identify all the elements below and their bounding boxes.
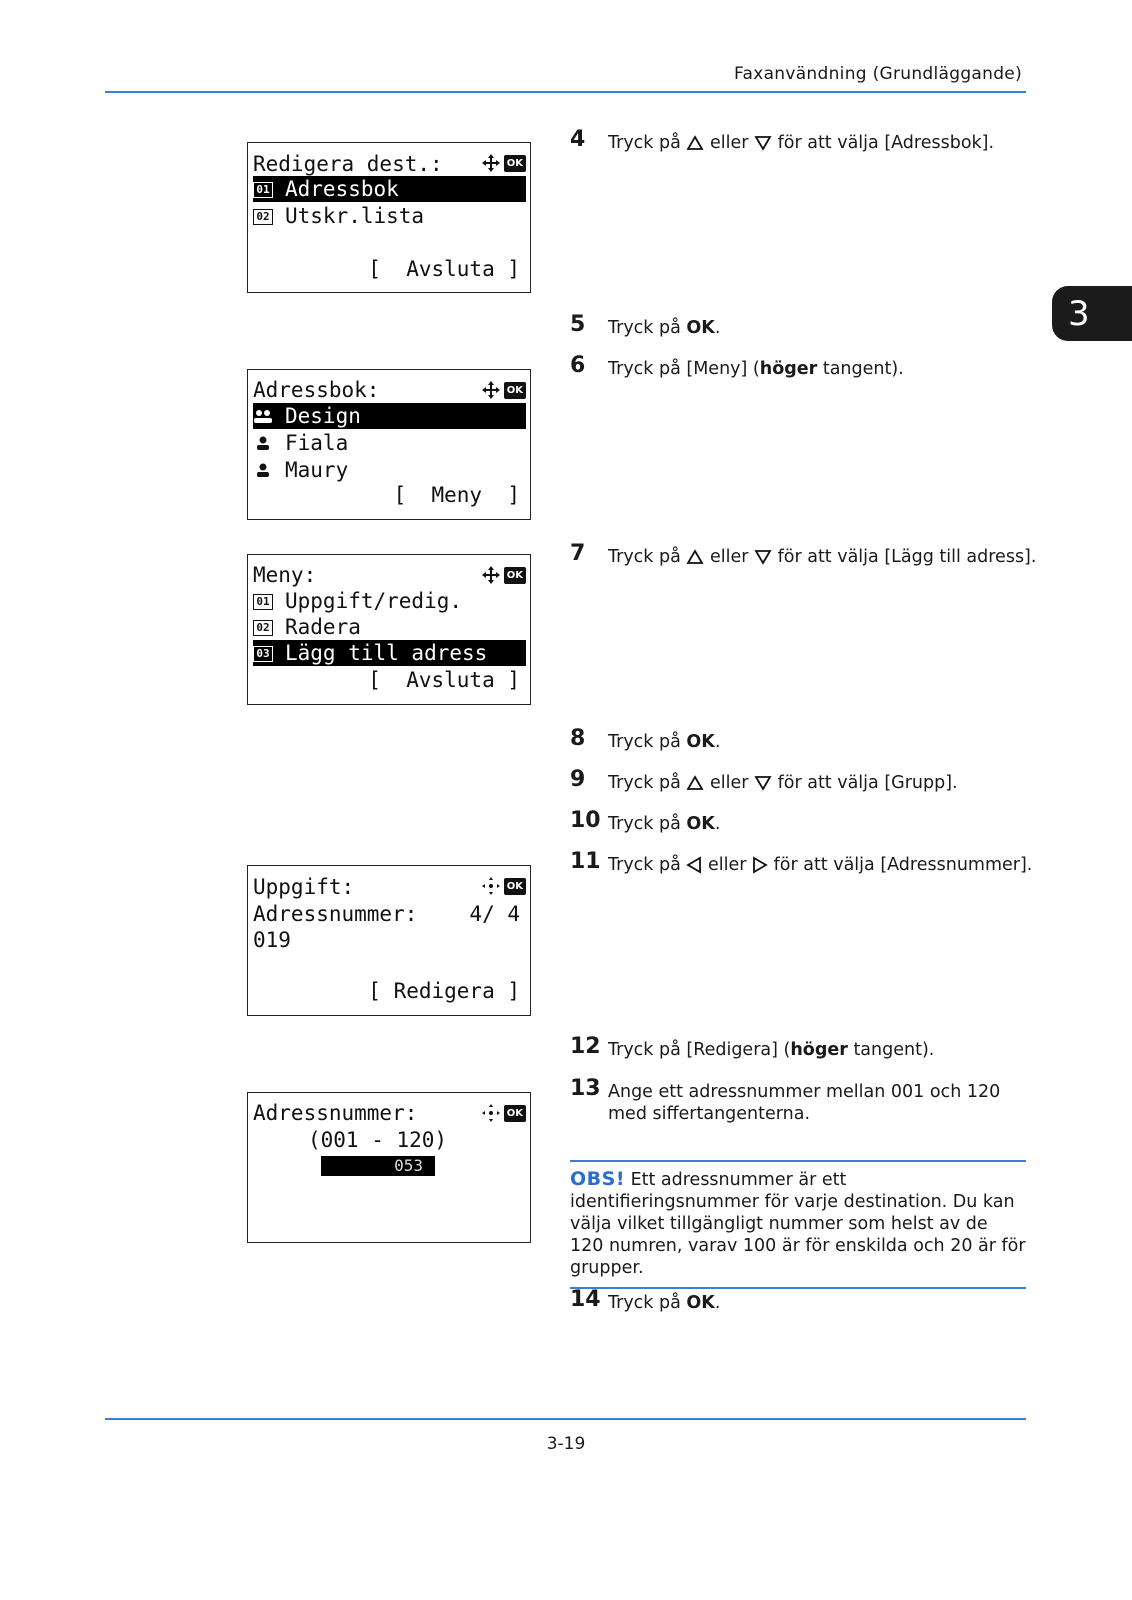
ok-key-label: OK [686,318,715,338]
step-number: 7 [570,541,586,566]
lcd-item-label: Radera [285,615,361,639]
field-label: Adressnummer: [253,902,418,926]
number-01-icon: 01 [253,594,273,610]
step-text: Tryck på [608,133,681,153]
step-text: Tryck på [Meny] ( [608,359,760,379]
four-way-cursor-icon [481,380,501,400]
step-text: eller [709,773,749,793]
step-text: Tryck på [608,773,681,793]
step-text: för att välja [Adressbok]. [777,133,995,153]
step-text: . [714,814,721,834]
down-arrow-key-icon [754,135,772,151]
nav-indicator [481,1103,526,1123]
number-02-icon: 02 [253,620,273,636]
lcd-list-item[interactable] [253,430,526,456]
right-arrow-key-icon [752,856,768,874]
up-arrow-key-icon [686,135,704,151]
step-number: 13 [570,1076,601,1101]
lcd-screen-meny [247,554,531,705]
ok-key-label: OK [686,1293,715,1313]
nav-indicator [481,153,526,173]
lcd-list-item[interactable] [253,588,526,614]
step-text: Tryck på [608,732,681,752]
ok-key-label: OK [686,732,715,752]
lcd-list-item[interactable] [253,176,526,202]
group-icon [253,404,273,430]
step-number: 4 [570,127,586,152]
step-number: 10 [570,808,601,833]
address-number-input[interactable]: 053 [321,1156,435,1176]
down-arrow-key-icon [754,775,772,791]
step-text: Tryck på [608,1293,681,1313]
footer-rule [105,1418,1026,1420]
step-text: Tryck på [608,318,681,338]
lcd-title: Redigera dest.: [253,152,443,176]
number-02-icon: 02 [253,209,273,225]
lcd-screen-redigera-dest [247,142,531,293]
step-text: Tryck på [608,814,681,834]
ok-icon: OK [504,382,526,399]
chapter-tab: 3 [1052,286,1132,341]
page-number: 3-19 [546,1434,586,1454]
lcd-title: Meny: [253,563,317,587]
lcd-item-label: Adressbok [285,177,399,201]
step-number: 12 [570,1034,601,1059]
ok-icon: OK [504,878,526,895]
lcd-screen-uppgift [247,865,531,1016]
step-text: Tryck på [608,547,681,567]
lcd-item-label: Fiala [285,431,349,455]
lcd-item-label: Maury [285,458,349,482]
left-arrow-key-icon [686,856,702,874]
note-box [570,1160,1026,1289]
softkey-label[interactable]: [ Redigera ] [368,979,520,1003]
person-icon [253,431,273,457]
nav-indicator [481,380,526,400]
nav-indicator [481,876,526,896]
step-number: 9 [570,767,586,792]
ok-icon: OK [504,567,526,584]
lcd-list-item[interactable] [253,614,526,640]
lcd-list-item[interactable] [253,640,526,666]
step-number: 8 [570,726,586,751]
step-number: 6 [570,353,586,378]
step-text: Tryck på [608,855,681,875]
down-arrow-key-icon [754,549,772,565]
four-way-cursor-icon [481,1103,501,1123]
lcd-screen-adressnummer [247,1092,531,1243]
step-text: Ange ett adressnummer mellan 001 och 120 med siffertangenterna. [608,1082,1001,1124]
softkey-label[interactable]: [ Avsluta ] [368,257,520,281]
four-way-cursor-icon [481,153,501,173]
lcd-item-label: Utskr.lista [285,204,425,228]
step-text: för att välja [Adressnummer]. [773,855,1033,875]
ok-key-label: OK [686,814,715,834]
step-text: . [714,1293,721,1313]
step-text: . [714,318,721,338]
lcd-title: Adressnummer: [253,1101,418,1125]
step-text: eller [707,855,747,875]
lcd-list-item[interactable] [253,403,526,429]
note-text: Ett adressnummer är ett identifieringsnummer för varje destination. Du kan välja vilket tillgängligt nummer som helst av de 120 numren, varav 100 är för enskilda och 20 är för grupper. [570,1170,1026,1278]
field-count: 4/ 4 [469,902,520,926]
key-name: höger [759,359,818,379]
step-text: tangent). [853,1040,935,1060]
nav-indicator [481,565,526,585]
step-number: 14 [570,1287,601,1312]
softkey-label[interactable]: [ Meny ] [393,483,520,507]
step-text: eller [709,133,749,153]
header-rule [105,91,1026,93]
ok-icon: OK [504,1105,526,1122]
number-03-icon: 03 [253,646,273,662]
four-way-cursor-icon [481,876,501,896]
lcd-list-item[interactable] [253,203,526,229]
softkey-label[interactable]: [ Avsluta ] [368,668,520,692]
number-01-icon: 01 [253,182,273,198]
lcd-screen-adressbok [247,369,531,520]
lcd-item-label: Uppgift/redig. [285,589,463,613]
up-arrow-key-icon [686,549,704,565]
step-text: eller [709,547,749,567]
lcd-item-label: Design [285,404,361,428]
step-text: för att välja [Grupp]. [777,773,958,793]
page-header-title: Faxanvändning (Grundläggande) [733,64,1022,84]
step-number: 5 [570,312,586,337]
up-arrow-key-icon [686,775,704,791]
range-label: (001 - 120) [308,1128,448,1152]
lcd-list-item[interactable] [253,457,526,483]
four-way-cursor-icon [481,565,501,585]
note-label: OBS! [570,1168,625,1190]
lcd-item-label: Lägg till adress [285,641,488,665]
ok-icon: OK [504,155,526,172]
lcd-title: Adressbok: [253,378,380,402]
step-text: Tryck på [Redigera] ( [608,1040,791,1060]
step-number: 11 [570,849,601,874]
field-row [253,901,526,927]
key-name: höger [790,1040,848,1060]
step-text: tangent). [822,359,904,379]
field-value: 019 [253,928,291,952]
lcd-title: Uppgift: [253,875,355,899]
step-text: . [714,732,721,752]
person-icon [253,458,273,484]
step-text: för att välja [Lägg till adress]. [777,547,1037,567]
